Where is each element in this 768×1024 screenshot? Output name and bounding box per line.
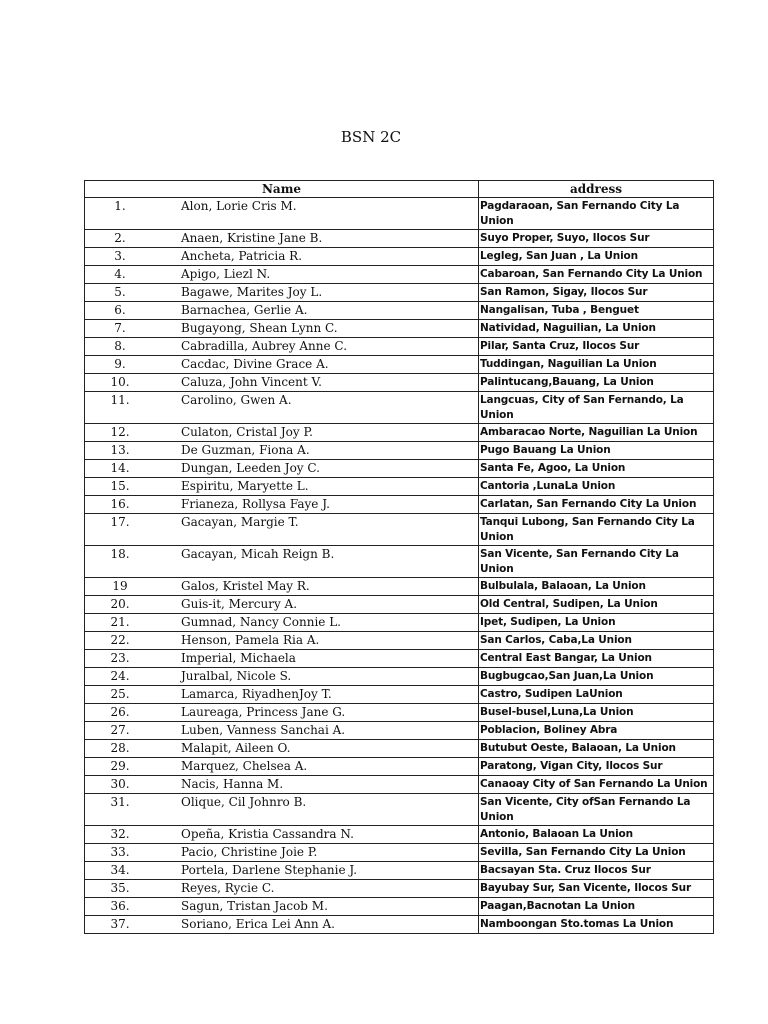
student-address: Antonio, Balaoan La Union <box>480 828 633 840</box>
name-cell <box>85 546 479 578</box>
table-row <box>85 740 714 758</box>
address-cell <box>479 916 714 934</box>
student-address: Poblacion, Boliney Abra <box>480 724 618 736</box>
student-name: Opeña, Kristia Cassandra N. <box>181 827 354 841</box>
address-cell <box>479 844 714 862</box>
row-number: 1. <box>114 199 126 213</box>
address-cell <box>479 424 714 442</box>
address-cell <box>479 374 714 392</box>
name-cell <box>85 460 479 478</box>
table-row <box>85 266 714 284</box>
student-name: De Guzman, Fiona A. <box>181 443 310 457</box>
row-number: 27. <box>110 723 130 737</box>
table-row <box>85 668 714 686</box>
row-number: 18. <box>110 547 130 561</box>
row-number: 24. <box>110 669 130 683</box>
student-address: Old Central, Sudipen, La Union <box>480 598 658 610</box>
student-address: Palintucang,Bauang, La Union <box>480 376 654 388</box>
row-number: 5. <box>114 285 126 299</box>
table-row <box>85 392 714 424</box>
row-number: 29. <box>110 759 130 773</box>
table-row <box>85 722 714 740</box>
row-number: 25. <box>110 687 130 701</box>
name-cell <box>85 776 479 794</box>
student-name: Guis-it, Mercury A. <box>181 597 298 611</box>
table-row <box>85 230 714 248</box>
table-row <box>85 578 714 596</box>
student-name: Apigo, Liezl N. <box>181 267 271 281</box>
row-number: 13. <box>110 443 130 457</box>
student-address: Paagan,Bacnotan La Union <box>480 900 636 912</box>
table-row <box>85 514 714 546</box>
address-cell <box>479 862 714 880</box>
name-cell <box>85 424 479 442</box>
table-row <box>85 460 714 478</box>
table-row <box>85 198 714 230</box>
row-number: 14. <box>110 461 130 475</box>
student-name: Olique, Cil Johnro B. <box>181 795 307 809</box>
student-name: Lamarca, RiyadhenJoy T. <box>181 687 332 701</box>
name-cell <box>85 496 479 514</box>
address-cell <box>479 302 714 320</box>
row-number: 7. <box>114 321 126 335</box>
address-cell <box>479 740 714 758</box>
table-row <box>85 356 714 374</box>
row-number: 15. <box>110 479 130 493</box>
name-cell <box>85 302 479 320</box>
address-cell <box>479 460 714 478</box>
name-cell <box>85 596 479 614</box>
student-address: Busel-busel,Luna,La Union <box>480 706 634 718</box>
student-name: Cabradilla, Aubrey Anne C. <box>181 339 348 353</box>
name-cell <box>85 478 479 496</box>
name-cell <box>85 198 479 230</box>
row-number: 22. <box>110 633 130 647</box>
address-cell <box>479 898 714 916</box>
student-address: Bayubay Sur, San Vicente, Ilocos Sur <box>480 882 691 894</box>
address-cell <box>479 442 714 460</box>
table-row <box>85 650 714 668</box>
name-cell <box>85 230 479 248</box>
student-name: Barnachea, Gerlie A. <box>181 303 308 317</box>
student-name: Ancheta, Patricia R. <box>181 249 303 263</box>
address-cell <box>479 596 714 614</box>
address-cell <box>479 338 714 356</box>
address-cell <box>479 794 714 826</box>
table-row <box>85 374 714 392</box>
address-cell <box>479 826 714 844</box>
table-row <box>85 776 714 794</box>
student-name: Galos, Kristel May R. <box>181 579 310 593</box>
student-address: Suyo Proper, Suyo, Ilocos Sur <box>480 232 650 244</box>
student-name: Carolino, Gwen A. <box>181 393 292 407</box>
student-address: San Ramon, Sigay, Ilocos Sur <box>480 286 648 298</box>
student-address: Canaoay City of San Fernando La Union <box>480 778 708 790</box>
table-row <box>85 862 714 880</box>
address-cell <box>479 230 714 248</box>
name-cell <box>85 514 479 546</box>
address-cell <box>479 776 714 794</box>
address-cell <box>479 758 714 776</box>
student-address: Tanqui Lubong, San Fernando City La Union <box>480 516 695 543</box>
row-number: 30. <box>110 777 130 791</box>
address-cell <box>479 668 714 686</box>
row-number: 21. <box>110 615 130 629</box>
table-row <box>85 916 714 934</box>
row-number: 8. <box>114 339 126 353</box>
student-name: Pacio, Christine Joie P. <box>181 845 318 859</box>
address-cell <box>479 392 714 424</box>
student-address: Butubut Oeste, Balaoan, La Union <box>480 742 676 754</box>
row-number: 19 <box>112 579 128 593</box>
name-cell <box>85 916 479 934</box>
student-name: Malapit, Aileen O. <box>181 741 291 755</box>
address-cell <box>479 704 714 722</box>
name-cell <box>85 686 479 704</box>
student-name: Sagun, Tristan Jacob M. <box>181 899 328 913</box>
student-address: Bugbugcao,San Juan,La Union <box>480 670 654 682</box>
name-cell <box>85 880 479 898</box>
row-number: 16. <box>110 497 130 511</box>
student-address: Bulbulala, Balaoan, La Union <box>480 580 646 592</box>
student-name: Luben, Vanness Sanchai A. <box>181 723 346 737</box>
student-roster-table <box>84 180 714 934</box>
row-number: 26. <box>110 705 130 719</box>
address-cell <box>479 546 714 578</box>
name-cell <box>85 356 479 374</box>
name-cell <box>85 578 479 596</box>
address-cell <box>479 248 714 266</box>
student-address: Nangalisan, Tuba , Benguet <box>480 304 639 316</box>
student-address: Castro, Sudipen LaUnion <box>480 688 623 700</box>
name-cell <box>85 758 479 776</box>
table-row <box>85 496 714 514</box>
table-row <box>85 898 714 916</box>
address-cell <box>479 578 714 596</box>
table-row <box>85 686 714 704</box>
student-name: Espiritu, Maryette L. <box>181 479 309 493</box>
name-cell <box>85 650 479 668</box>
student-name: Imperial, Michaela <box>181 651 296 665</box>
name-cell <box>85 248 479 266</box>
student-address: Santa Fe, Agoo, La Union <box>480 462 626 474</box>
row-number: 34. <box>110 863 130 877</box>
table-row <box>85 546 714 578</box>
address-cell <box>479 514 714 546</box>
table-row <box>85 478 714 496</box>
table-header-row <box>85 181 714 198</box>
address-cell <box>479 632 714 650</box>
table-row <box>85 614 714 632</box>
address-cell <box>479 320 714 338</box>
student-address: San Carlos, Caba,La Union <box>480 634 632 646</box>
address-cell <box>479 880 714 898</box>
address-cell <box>479 266 714 284</box>
row-number: 12. <box>110 425 130 439</box>
student-address: Cantoria ,LunaLa Union <box>480 480 616 492</box>
table-row <box>85 826 714 844</box>
row-number: 37. <box>110 917 130 931</box>
name-cell <box>85 794 479 826</box>
student-address: Ambaracao Norte, Naguilian La Union <box>480 426 698 438</box>
student-address: San Vicente, San Fernando City La Union <box>480 548 679 575</box>
row-number: 17. <box>110 515 130 529</box>
name-cell <box>85 704 479 722</box>
student-address: Langcuas, City of San Fernando, La Union <box>480 394 684 421</box>
student-address: Namboongan Sto.tomas La Union <box>480 918 674 930</box>
name-cell <box>85 614 479 632</box>
table-row <box>85 424 714 442</box>
table-row <box>85 596 714 614</box>
student-address: Bacsayan Sta. Cruz Ilocos Sur <box>480 864 651 876</box>
name-cell <box>85 844 479 862</box>
student-name: Gumnad, Nancy Connie L. <box>181 615 341 629</box>
row-number: 11. <box>110 393 130 407</box>
student-name: Portela, Darlene Stephanie J. <box>181 863 358 877</box>
table-row <box>85 880 714 898</box>
address-cell <box>479 686 714 704</box>
address-column-header: address <box>479 181 714 198</box>
row-number: 4. <box>114 267 126 281</box>
student-name: Nacis, Hanna M. <box>181 777 284 791</box>
name-cell <box>85 266 479 284</box>
student-address: Pugo Bauang La Union <box>480 444 611 456</box>
address-cell <box>479 356 714 374</box>
student-address: Paratong, Vigan City, Ilocos Sur <box>480 760 663 772</box>
row-number: 32. <box>110 827 130 841</box>
student-address: Pilar, Santa Cruz, Ilocos Sur <box>480 340 640 352</box>
table-row <box>85 844 714 862</box>
table-body <box>85 198 714 934</box>
row-number: 20. <box>110 597 130 611</box>
row-number: 3. <box>114 249 126 263</box>
row-number: 31. <box>110 795 130 809</box>
student-address: San Vicente, City ofSan Fernando La Union <box>480 796 691 823</box>
name-cell <box>85 862 479 880</box>
student-name: Laureaga, Princess Jane G. <box>181 705 346 719</box>
student-address: Carlatan, San Fernando City La Union <box>480 498 697 510</box>
address-cell <box>479 722 714 740</box>
student-address: Pagdaraoan, San Fernando City La Union <box>480 200 680 227</box>
name-cell <box>85 320 479 338</box>
student-name: Anaen, Kristine Jane B. <box>181 231 323 245</box>
table-row <box>85 794 714 826</box>
student-name: Bagawe, Marites Joy L. <box>181 285 323 299</box>
student-address: Tuddingan, Naguilian La Union <box>480 358 657 370</box>
name-column-header: Name <box>85 181 479 198</box>
name-cell <box>85 898 479 916</box>
address-cell <box>479 614 714 632</box>
row-number: 36. <box>110 899 130 913</box>
name-cell <box>85 632 479 650</box>
student-name: Henson, Pamela Ria A. <box>181 633 320 647</box>
student-address: Legleg, San Juan , La Union <box>480 250 638 262</box>
address-cell <box>479 198 714 230</box>
row-number: 6. <box>114 303 126 317</box>
student-address: Central East Bangar, La Union <box>480 652 652 664</box>
row-number: 33. <box>110 845 130 859</box>
table-row <box>85 284 714 302</box>
student-name: Marquez, Chelsea A. <box>181 759 308 773</box>
row-number: 23. <box>110 651 130 665</box>
student-name: Frianeza, Rollysa Faye J. <box>181 497 330 511</box>
name-cell <box>85 826 479 844</box>
student-address: Sevilla, San Fernando City La Union <box>480 846 686 858</box>
student-name: Bugayong, Shean Lynn C. <box>181 321 338 335</box>
student-name: Juralbal, Nicole S. <box>181 669 292 683</box>
address-cell <box>479 284 714 302</box>
student-name: Culaton, Cristal Joy P. <box>181 425 313 439</box>
student-name: Gacayan, Margie T. <box>181 515 299 529</box>
address-cell <box>479 650 714 668</box>
student-address: Cabaroan, San Fernando City La Union <box>480 268 703 280</box>
name-cell <box>85 338 479 356</box>
row-number: 35. <box>110 881 130 895</box>
student-name: Reyes, Rycie C. <box>181 881 275 895</box>
name-cell <box>85 284 479 302</box>
name-cell <box>85 392 479 424</box>
row-number: 28. <box>110 741 130 755</box>
student-name: Alon, Lorie Cris M. <box>181 199 297 213</box>
row-number: 10. <box>110 375 130 389</box>
name-cell <box>85 374 479 392</box>
student-name: Dungan, Leeden Joy C. <box>181 461 320 475</box>
student-name: Caluza, John Vincent V. <box>181 375 322 389</box>
student-address: Natividad, Naguilian, La Union <box>480 322 656 334</box>
student-name: Cacdac, Divine Grace A. <box>181 357 329 371</box>
table-row <box>85 302 714 320</box>
name-cell <box>85 722 479 740</box>
student-name: Gacayan, Micah Reign B. <box>181 547 335 561</box>
table-row <box>85 320 714 338</box>
student-name: Soriano, Erica Lei Ann A. <box>181 917 335 931</box>
table-row <box>85 442 714 460</box>
page-title: BSN 2C <box>340 128 402 146</box>
address-cell <box>479 496 714 514</box>
row-number: 2. <box>114 231 126 245</box>
name-cell <box>85 668 479 686</box>
table-row <box>85 632 714 650</box>
address-cell <box>479 478 714 496</box>
table-row <box>85 248 714 266</box>
table-row <box>85 758 714 776</box>
table-row <box>85 704 714 722</box>
name-cell <box>85 442 479 460</box>
student-address: Ipet, Sudipen, La Union <box>480 616 616 628</box>
name-cell <box>85 740 479 758</box>
table-row <box>85 338 714 356</box>
row-number: 9. <box>114 357 126 371</box>
